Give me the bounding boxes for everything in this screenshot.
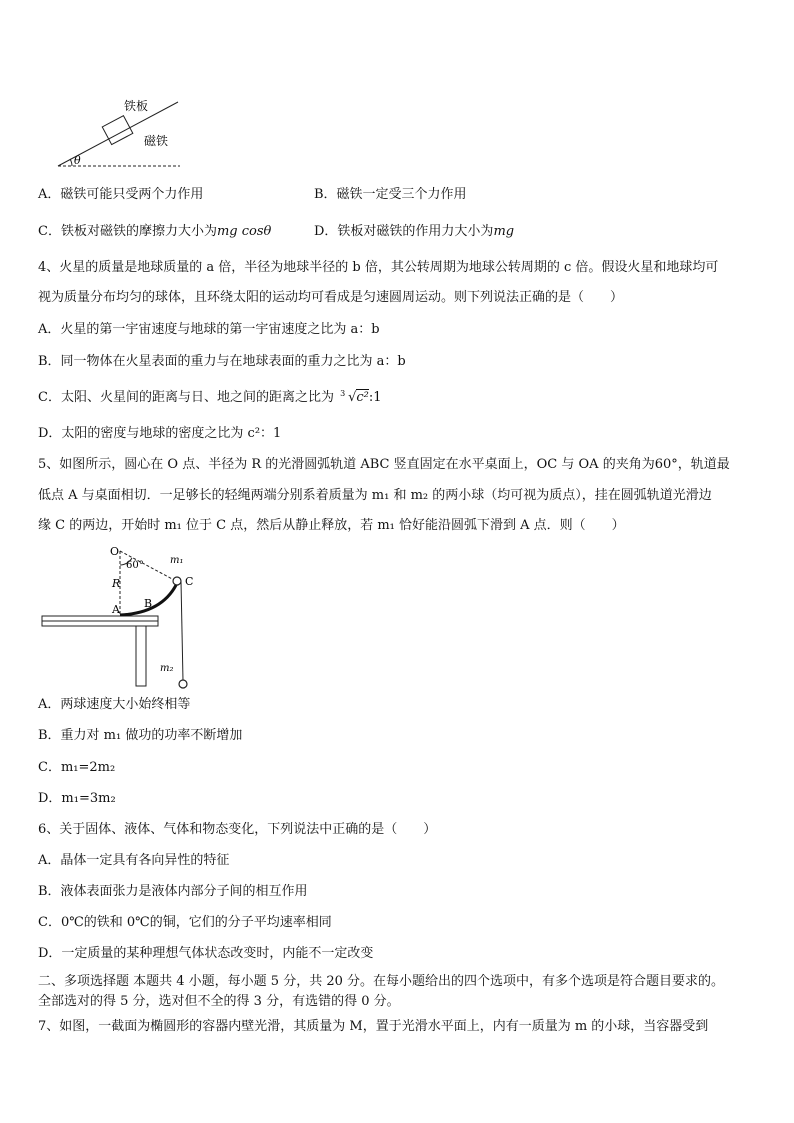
label-r: R bbox=[112, 577, 121, 590]
arc-track-figure bbox=[36, 543, 216, 693]
angle-label: θ bbox=[74, 154, 81, 167]
q4-option-b: B．同一物体在火星表面的重力与在地球表面的重力之比为 a：b bbox=[38, 354, 406, 369]
iron-plate-label: 铁板 bbox=[124, 99, 149, 113]
q5-stem-line3: 缘 C 的两边，开始时 m₁ 位于 C 点，然后从静止释放，若 m₁ 恰好能沿圆弧下滑到 A 点．则（ ） bbox=[38, 518, 625, 533]
section2-heading-line1: 二、多项选择题 本题共 4 小题，每小题 5 分，共 20 分。在每小题给出的四个选项中，有多个选项是符合题目要求的。 bbox=[38, 974, 725, 989]
label-m2: m₂ bbox=[160, 663, 174, 674]
root-index: 3 bbox=[340, 389, 346, 398]
section2-heading-line2: 全部选对的得 5 分，选对但不全的得 3 分，有选错的得 0 分。 bbox=[38, 994, 400, 1009]
q3-option-c-text: C．铁板对磁铁的摩擦力大小为 bbox=[38, 224, 217, 239]
q3-option-d-text: D．铁板对磁铁的作用力大小为 bbox=[314, 224, 494, 239]
q6-stem: 6、关于固体、液体、气体和物态变化，下列说法中正确的是（ ） bbox=[38, 822, 437, 837]
q5-stem-line1: 5、如图所示，圆心在 O 点、半径为 R 的光滑圆弧轨道 ABC 竖直固定在水平桌面上，OC 与 OA 的夹角为60°，轨道最 bbox=[38, 457, 730, 472]
ball-m2 bbox=[179, 680, 187, 688]
label-angle: 60° bbox=[126, 560, 144, 571]
q4-option-c bbox=[38, 389, 382, 407]
q3-option-b: B．磁铁一定受三个力作用 bbox=[314, 187, 467, 202]
label-m1: m₁ bbox=[170, 555, 184, 566]
q7-stem-line1: 7、如图，一截面为椭圆形的容器内壁光滑，其质量为 M，置于光滑水平面上，内有一质量为 m 的小球，当容器受到 bbox=[38, 1019, 709, 1034]
q4-stem-line2: 视为质量分布均匀的球体，且环绕太阳的运动均可看成是匀速圆周运动。则下列说法正确的是（ ） bbox=[38, 290, 624, 305]
q4-option-a: A．火星的第一宇宙速度与地球的第一宇宙速度之比为 a：b bbox=[38, 322, 380, 337]
q5-option-a: A．两球速度大小始终相等 bbox=[38, 697, 191, 712]
label-a: A bbox=[112, 603, 120, 616]
q5-option-d: D．m₁=3m₂ bbox=[38, 791, 116, 806]
q3-option-a: A．磁铁可能只受两个力作用 bbox=[38, 187, 204, 202]
ball-m1 bbox=[173, 577, 181, 585]
q6-option-a: A．晶体一定具有各向异性的特征 bbox=[38, 853, 230, 868]
q3-option-d bbox=[314, 223, 514, 241]
q5-stem-line2: 低点 A 与桌面相切．一足够长的轻绳两端分别系着质量为 m₁ 和 m₂ 的两小球（均可视为质点），挂在圆弧轨道光滑边 bbox=[38, 488, 712, 503]
label-o: O bbox=[110, 545, 120, 558]
radical-sign: √ bbox=[348, 390, 357, 405]
q6-option-d: D．一定质量的某种理想气体状态改变时，内能不一定改变 bbox=[38, 946, 374, 961]
q3-option-c bbox=[38, 223, 271, 241]
label-c: C bbox=[185, 575, 194, 588]
q4-option-c-text: C．太阳、火星间的距离与日、地之间的距离之比为 bbox=[38, 390, 334, 405]
ratio-tail: :1 bbox=[368, 390, 382, 405]
q6-option-c: C．0℃的铁和 0℃的铜，它们的分子平均速率相同 bbox=[38, 915, 332, 930]
q4-stem-line1: 4、火星的质量是地球质量的 a 倍，半径为地球半径的 b 倍，其公转周期为地球公转周期的 c 倍。假设火星和地球均可 bbox=[38, 260, 719, 275]
q4-option-d: D．太阳的密度与地球的密度之比为 c²：1 bbox=[38, 426, 282, 441]
incline-figure bbox=[50, 92, 250, 172]
angle-arc bbox=[70, 159, 72, 166]
q4-option-c-math bbox=[338, 389, 381, 407]
magnet-label: 磁铁 bbox=[144, 134, 169, 148]
q6-option-b: B．液体表面张力是液体内部分子间的相互作用 bbox=[38, 884, 308, 899]
q3-option-d-math: mg bbox=[493, 224, 515, 239]
table-leg bbox=[136, 626, 146, 686]
radicand: c² bbox=[356, 390, 369, 405]
q5-option-b: B．重力对 m₁ 做功的功率不断增加 bbox=[38, 728, 243, 743]
string bbox=[181, 581, 183, 681]
label-b: B bbox=[144, 597, 153, 610]
q3-option-c-math: mg cosθ bbox=[216, 224, 272, 239]
q5-option-c: C．m₁=2m₂ bbox=[38, 760, 116, 775]
